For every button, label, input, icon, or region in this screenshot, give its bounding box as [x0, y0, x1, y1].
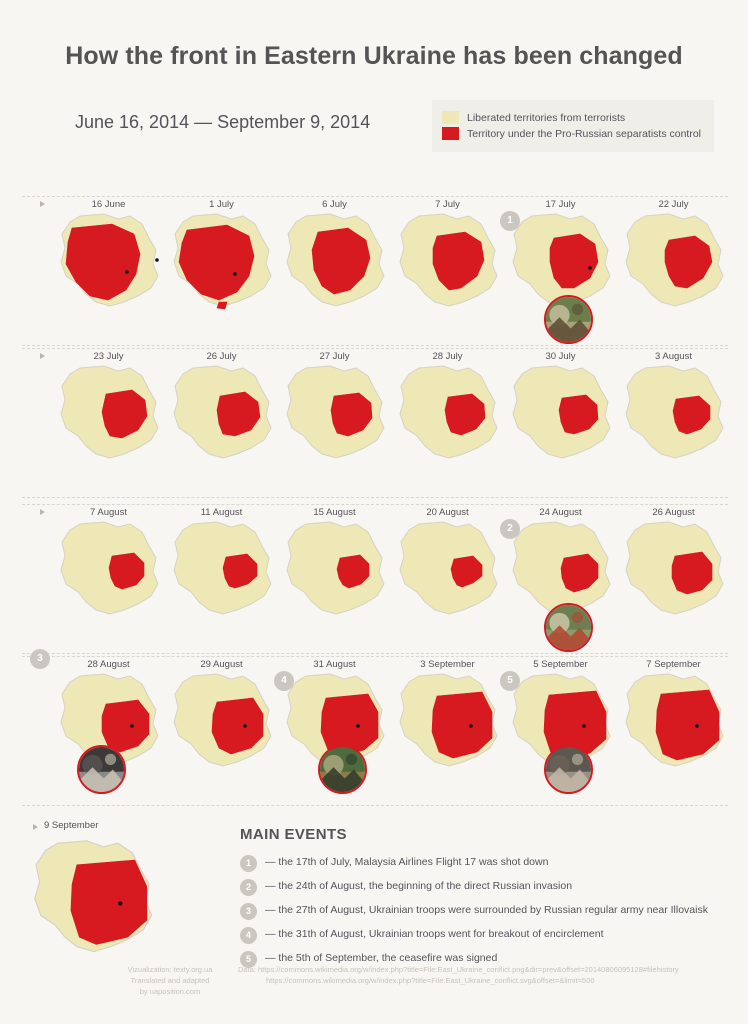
map-label: 22 July: [658, 199, 689, 210]
map-label: 1 July: [209, 199, 234, 210]
map-label: 30 July: [545, 351, 576, 362]
event-photo-thumbnail[interactable]: [544, 295, 593, 344]
legend: [432, 100, 714, 152]
map-label: 26 August: [652, 507, 695, 518]
maps-row-3: [22, 504, 728, 654]
map-cell-3-september[interactable]: [391, 659, 504, 778]
event-badge-4: 4: [240, 927, 257, 944]
map-label: 31 August: [313, 659, 356, 670]
map-graphic: [504, 362, 617, 470]
legend-label-separatist: Territory under the Pro-Russian separatists control: [467, 127, 702, 140]
map-label: 29 August: [200, 659, 243, 670]
map-label: 23 July: [93, 351, 124, 362]
map-graphic: [165, 670, 278, 778]
map-cell-7-september[interactable]: [617, 659, 730, 778]
event-badge-2: 2: [240, 879, 257, 896]
map-label: 7 August: [90, 507, 127, 518]
map-graphic: [165, 518, 278, 626]
map-graphic: [617, 518, 730, 626]
event-text-1: — the 17th of July, Malaysia Airlines Flight 17 was shot down: [265, 856, 549, 868]
map-label: 28 July: [432, 351, 463, 362]
map-cell-28-july[interactable]: [391, 351, 504, 470]
map-cell-1-july[interactable]: [165, 199, 278, 318]
maps-row-inner: [22, 505, 728, 653]
map-cell-26-august[interactable]: [617, 507, 730, 626]
map-graphic: [278, 210, 391, 318]
map-label: 16 June: [91, 199, 126, 210]
legend-item-liberated: [442, 111, 704, 124]
event-photo-thumbnail[interactable]: [544, 603, 593, 652]
event-marker-badge-3[interactable]: 3: [30, 649, 50, 669]
map-graphic: [617, 670, 730, 778]
map-label: 11 August: [200, 507, 243, 518]
map-9-september: [22, 836, 162, 966]
map-graphic: [52, 518, 165, 626]
source-line-1: Data: https://commons.wikimedia.org/w/index.php?title=File:East_Ukraine_conflict.png&dir=prev&offset=20140806095128#filehistory: [238, 965, 679, 974]
map-label-9-september: 9 September: [44, 820, 99, 831]
map-graphic: [617, 362, 730, 470]
map-label: 3 September: [420, 659, 475, 670]
maps-row-1: [22, 196, 728, 346]
map-cell-17-july[interactable]: [504, 199, 617, 318]
source-block: [238, 964, 738, 986]
credit-line-2: Translated and adapted: [130, 976, 210, 985]
maps-row-inner: [22, 197, 728, 345]
row-tick-icon: [40, 353, 45, 359]
event-text-4: — the 31th of August, Ukrainian troops went for breakout of encirclement: [265, 928, 604, 940]
legend-label-liberated: Liberated territories from terrorists: [467, 111, 626, 124]
event-photo-thumbnail[interactable]: [544, 745, 593, 794]
map-cell-15-august[interactable]: [278, 507, 391, 626]
map-graphic: [278, 518, 391, 626]
map-cell-3-august[interactable]: [617, 351, 730, 470]
map-label: 7 July: [435, 199, 460, 210]
map-cell-7-july[interactable]: [391, 199, 504, 318]
event-item-4: [240, 927, 730, 944]
map-cell-30-july[interactable]: [504, 351, 617, 470]
event-text-5: — the 5th of September, the ceasefire was signed: [265, 952, 498, 964]
map-graphic: [52, 362, 165, 470]
map-label: 27 July: [319, 351, 350, 362]
map-label: 20 August: [426, 507, 469, 518]
map-graphic: [165, 362, 278, 470]
map-graphic: [391, 210, 504, 318]
map-cell-28-august[interactable]: [37, 653, 165, 778]
maps-row-2: [22, 348, 728, 498]
event-item-2: [240, 879, 730, 896]
row-tick-icon: [40, 201, 45, 207]
maps-row-inner: [22, 653, 728, 805]
map-cell-6-july[interactable]: [278, 199, 391, 318]
legend-swatch-separatist-icon: [442, 127, 459, 140]
map-label: 26 July: [206, 351, 237, 362]
event-item-3: [240, 903, 730, 920]
event-text-3: — the 27th of August, Ukrainian troops were surrounded by Russian regular army near Illovaisk: [265, 904, 708, 916]
event-marker-badge-2[interactable]: 2: [500, 519, 520, 539]
map-cell-22-july[interactable]: [617, 199, 730, 318]
event-item-1: [240, 855, 730, 872]
date-range-subtitle: June 16, 2014 — September 9, 2014: [75, 112, 371, 132]
event-photo-thumbnail[interactable]: [77, 745, 126, 794]
map-graphic: [278, 362, 391, 470]
row-tick-icon: [40, 509, 45, 515]
map-cell-16-june[interactable]: [52, 199, 165, 318]
credit-line-3: by uaposition.com: [139, 987, 201, 996]
event-photo-thumbnail[interactable]: [318, 745, 367, 794]
map-cell-20-august[interactable]: [391, 507, 504, 626]
event-badge-3: 3: [240, 903, 257, 920]
credit-line-1: Vizualization: texty.org.ua: [127, 965, 213, 974]
event-badge-5: 5: [240, 951, 257, 968]
map-cell-23-july[interactable]: [52, 351, 165, 470]
map-label: 5 September: [533, 659, 588, 670]
map-cell-5-september[interactable]: [504, 659, 617, 778]
map-cell-27-july[interactable]: [278, 351, 391, 470]
map-graphic: [52, 210, 165, 318]
map-label: 28 August: [87, 659, 130, 670]
map-label: 3 August: [655, 351, 692, 362]
map-graphic: [391, 362, 504, 470]
map-cell-11-august[interactable]: [165, 507, 278, 626]
map-graphic: [617, 210, 730, 318]
map-cell-7-august[interactable]: [52, 507, 165, 626]
map-graphic: [165, 210, 278, 318]
map-cell-24-august[interactable]: [504, 507, 617, 626]
map-graphic: [391, 518, 504, 626]
map-label: 6 July: [322, 199, 347, 210]
page-title: How the front in Eastern Ukraine has been changed: [65, 42, 683, 70]
source-line-2: https://commons.wikimedia.org/w/index.php?title=File:East_Ukraine_conflict.svg&offset=&limit=500: [266, 976, 595, 985]
legend-item-separatist: [442, 127, 704, 140]
event-marker-badge-1[interactable]: 1: [500, 211, 520, 231]
map-graphic: [391, 670, 504, 778]
map-cell-29-august[interactable]: [165, 659, 278, 778]
map-cell-26-july[interactable]: [165, 351, 278, 470]
map-label: 24 August: [539, 507, 582, 518]
map-cell-31-august[interactable]: [278, 659, 391, 778]
credit-block: [110, 964, 230, 997]
row-tick-icon: [33, 824, 38, 830]
main-events-title: MAIN EVENTS: [240, 826, 347, 843]
event-marker-badge-5[interactable]: 5: [500, 671, 520, 691]
event-text-2: — the 24th of August, the beginning of the direct Russian invasion: [265, 880, 573, 892]
event-marker-badge-4[interactable]: 4: [274, 671, 294, 691]
main-events-section: [240, 826, 730, 975]
maps-row-inner: [22, 349, 728, 497]
map-label: 15 August: [313, 507, 356, 518]
map-label: 17 July: [545, 199, 576, 210]
event-badge-1: 1: [240, 855, 257, 872]
legend-swatch-liberated-icon: [442, 111, 459, 124]
maps-row-4: [22, 653, 728, 806]
map-label: 7 September: [646, 659, 701, 670]
